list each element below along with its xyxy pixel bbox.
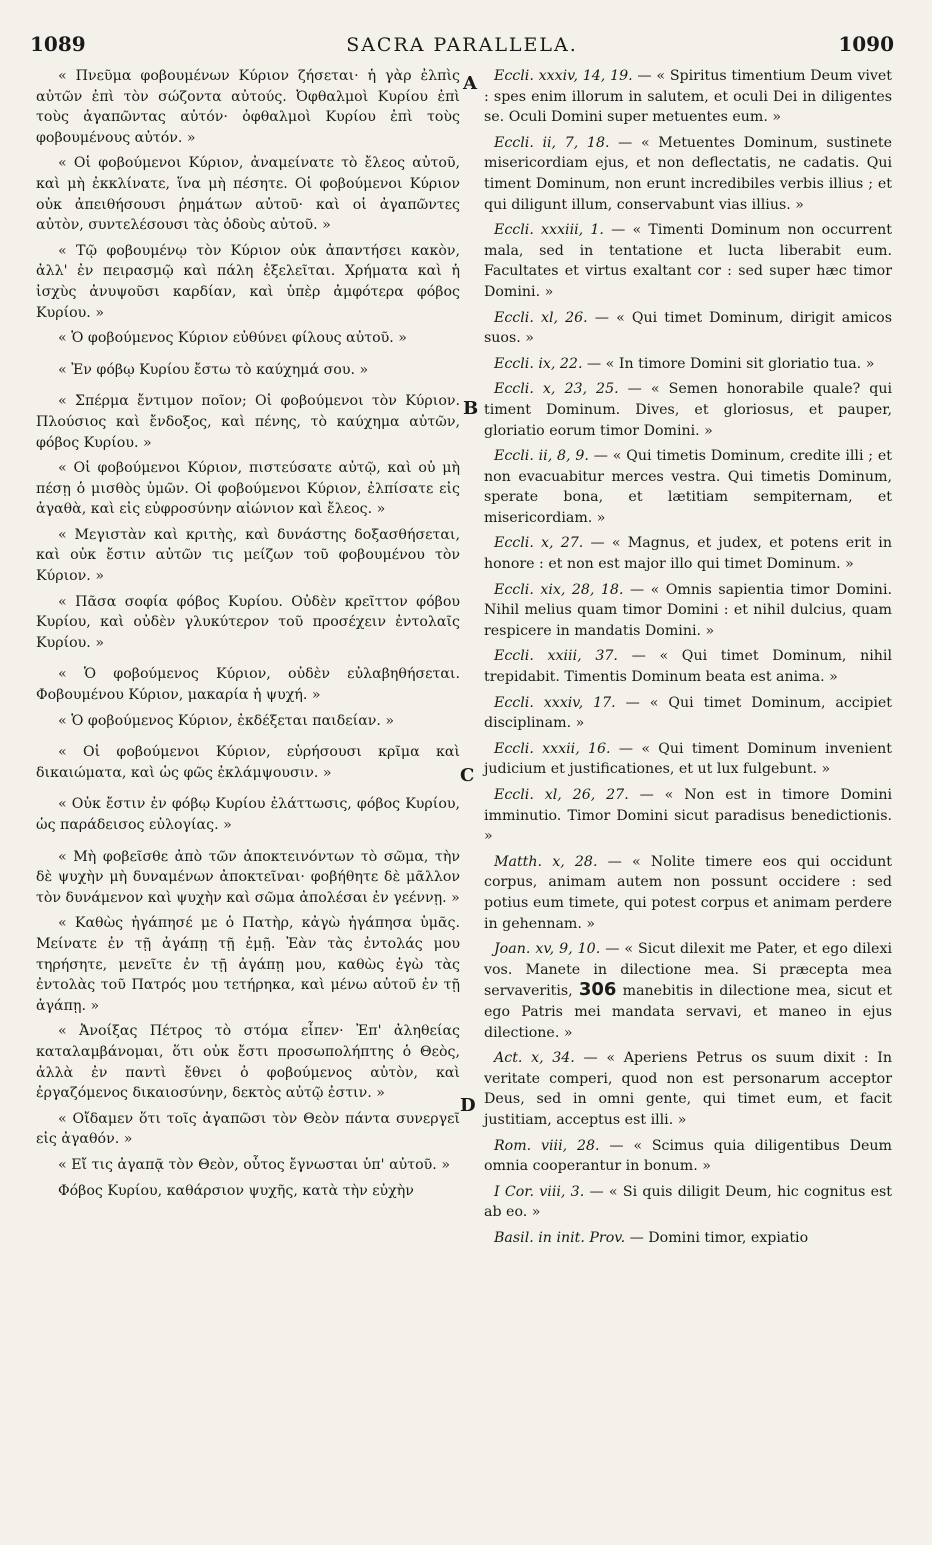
citation: Eccli. xxxiii, 1. [494,222,604,239]
greek-paragraph: « Οὐκ ἔστιν ἐν φόβῳ Κυρίου ἐλάττωσις, φόβος Κυρίου, ὡς παράδεισος εὐλογίας. » [36,796,460,833]
section-marker-a: A [463,73,477,94]
latin-paragraph [484,354,892,375]
quote-text: — « Nolite timere eos qui occidunt corpus, animam autem non possunt occidere : sed potius eum timete, qui potest corpus et animam perdere in gehennam. » [484,853,892,932]
latin-paragraph [484,693,892,734]
citation: Eccli. ix, 22. [494,355,583,372]
greek-paragraph: « Οἱ φοβούμενοι Κύριον, εὑρήσουσι κρῖμα καὶ δικαιώματα, καὶ ὡς φῶς ἐκλάμψουσιν. » [36,744,460,781]
greek-paragraph: « Οἱ φοβούμενοι Κύριον, πιστεύσατε αὐτῷ, καὶ οὐ μὴ πέσῃ ὁ μισθὸς ὑμῶν. Οἱ φοβούμενοι Κύριον, ἐλπίσατε εἰς ἀγαθὰ, καὶ εἰς εὐφροσύνην αἰώνιον καὶ ἔλεος. » [36,460,460,518]
latin-paragraph [484,66,892,128]
latin-paragraph [484,1136,892,1177]
latin-column [484,66,892,1253]
latin-paragraph [484,308,892,349]
citation: Eccli. ii, 7, 18. [494,134,610,151]
citation: Basil. in init. Prov. [494,1229,626,1246]
greek-paragraph: « Ἐν φόβῳ Κυρίου ἔστω τὸ καύχημά σου. » [58,361,369,378]
greek-paragraph: « Οἴδαμεν ὅτι τοῖς ἀγαπῶσι τὸν Θεὸν πάντα συνεργεῖ εἰς ἀγαθόν. » [36,1110,460,1148]
quote-text: manebitis in dilectione mea, sicut et ego Patris mei mandata servavi, et maneo in ejus dilectione. » [484,983,893,1041]
latin-paragraph [484,379,892,441]
greek-paragraph: « Οἱ φοβούμενοι Κύριον, ἀναμείνατε τὸ ἔλεος αὐτοῦ, καὶ μὴ ἐκκλίνατε, ἵνα μὴ πέσητε. Οἱ φοβούμενοι Κύριον οὐκ ἀπειθήσουσι ῥημάτων αὐτοῦ· καὶ οἱ ἀγαπῶντες αὐτὸν, συντελέσουσι τὰς ὁδοὺς αὐτοῦ. » [36,155,460,234]
quote-text: — « Qui timet Dominum, nihil trepidabit. Timentis Dominum beata est anima. » [484,648,892,686]
citation: I Cor. viii, 3. [494,1183,585,1200]
latin-paragraph [484,939,892,1043]
greek-paragraph: « Ὁ φοβούμενος Κύριον, οὐδὲν εὐλαβηθήσεται. Φοβουμένου Κύριον, μακαρία ἡ ψυχή. » [36,666,460,704]
latin-paragraph [484,580,892,642]
citation: Eccli. xxxiv, 14, 19. [494,68,633,84]
citation: Eccli. xl, 26. [494,309,588,326]
running-title: SACRA PARALLELA. [346,34,578,56]
greek-paragraph: « Μεγιστὰν καὶ κριτὴς, καὶ δυνάστης δοξασθήσεται, καὶ οὐκ ἔστιν αὐτῶν τις μείζων τοῦ φοβουμένου τὸν Κύριον. » [36,526,460,585]
quote-text: — « Sicut dilexit me Pater, et ego dilexi vos. Manete in dilectione mea. Si præcepta mea servaveritis, [484,941,892,1000]
citation: Eccli. xxxii, 16. [494,740,611,757]
latin-paragraph [484,785,892,847]
citation: Matth. x, 28. [494,853,598,870]
quote-text: — Domini timor, expiatio [625,1229,809,1246]
citation: Eccli. xl, 26, 27. [494,787,629,803]
quote-text: — « Qui timetis Dominum, credite illi ; et non evacuabitur merces vestra. Qui timetis Dominum, sperate bona, et lætitiam sempiternam, et misericordiam. » [484,448,892,526]
quote-text: — « Qui timet Dominum, accipiet disciplinam. » [484,694,892,732]
latin-paragraph [484,133,892,215]
greek-paragraph: « Ἀνοίξας Πέτρος τὸ στόμα εἶπεν· Ἐπ' ἀληθείας καταλαμβάνομαι, ὅτι οὐκ ἔστι προσωπολήπτης ὁ Θεὸς, ἀλλὰ ἐν παντὶ ἔθνει ὁ φοβούμενος αὐτὸν, καὶ ἐργαζόμενος δικαιοσύνην, δεκτὸς αὐτῷ ἐστιν. » [36,1023,460,1102]
latin-paragraph [484,1182,892,1223]
citation: Eccli. ii, 8, 9. [494,448,589,465]
citation: Act. x, 34. [494,1050,575,1067]
column-number: 306 [578,979,617,1001]
greek-paragraph: « Ὁ φοβούμενος Κύριον, ἐκδέξεται παιδείαν. » [58,712,395,729]
greek-paragraph: « Ὁ φοβούμενος Κύριον εὐθύνει φίλους αὐτοῦ. » [58,330,407,347]
section-marker-d: D [460,1095,476,1116]
greek-column [36,66,460,1206]
quote-text: — « Omnis sapientia timor Domini. Nihil melius quam timor Domini : et nihil dulcius, quam respicere in mandatis Domini. » [484,581,892,639]
quote-text: — « Magnus, et judex, et potens erit in honore : et non est major illo qui timet Dominum. » [484,535,892,573]
greek-paragraph: « Εἴ τις ἀγαπᾷ τὸν Θεὸν, οὗτος ἔγνωσται ὑπ' αὐτοῦ. » [58,1156,450,1173]
citation: Rom. viii, 28. [494,1137,600,1154]
quote-text: — « Metuentes Dominum, sustinete misericordiam ejus, et non deflectatis, ne cadatis. Qui timent Dominum, non erunt incredibiles verbis illius ; et qui diligunt illum, conservabunt vias illius. » [484,134,893,213]
quote-text: — « Scimus quia diligentibus Deum omnia cooperantur in bonum. » [484,1137,892,1175]
greek-paragraph: « Σπέρμα ἔντιμον ποῖον; Οἱ φοβούμενοι τὸν Κύριον. Πλούσιος καὶ ἔνδοξος, καὶ πένης, τὸ καύχημα αὐτῶν, φόβος Κυρίου. » [36,393,460,451]
page-number-left: 1089 [30,32,86,56]
latin-paragraph [484,533,892,574]
latin-paragraph [484,739,892,780]
greek-paragraph: « Πᾶσα σοφία φόβος Κυρίου. Οὐδὲν κρεῖττον φόβου Κυρίου, καὶ οὐδὲν γλυκύτερον τοῦ προσέχειν ἐντολαῖς Κυρίου. » [36,593,460,651]
quote-text: — « Qui timet Dominum, dirigit amicos suos. » [484,309,893,347]
citation: Eccli. xix, 28, 18. [494,581,624,598]
latin-paragraph [484,446,892,528]
greek-paragraph: « Πνεῦμα φοβουμένων Κύριον ζήσεται· ἡ γὰρ ἐλπὶς αὐτῶν ἐπὶ τὸν σώζοντα αὐτούς. Ὀφθαλμοὶ Κυρίου ἐπὶ τοὺς ἀγαπῶντας αὐτόν· ὀφθαλμοὶ Κυρίου ἐπὶ τοὺς φοβουμένους αὐτόν. » [36,68,460,146]
quote-text: — « Qui timent Dominum invenient judicium et justificationes, et ut lux fulgebunt. » [484,740,892,778]
greek-paragraph: « Τῷ φοβουμένῳ τὸν Κύριον οὐκ ἀπαντήσει κακὸν, ἀλλ' ἐν πειρασμῷ καὶ πάλη ἐξελεῖται. Χρήματα καὶ ἡ ἰσχὺς ἀνυψοῦσι καρδίαν, καὶ ὑπὲρ ἀμφότερα φόβος Κυρίου. » [36,242,460,321]
greek-paragraph: « Μὴ φοβεῖσθε ἀπὸ τῶν ἀποκτεινόντων τὸ σῶμα, τὴν δὲ ψυχὴν μὴ δυναμένων ἀποκτεῖναι· φοβήθητε δὲ μᾶλλον τὸν δυνάμενον καὶ ψυχὴν καὶ σῶμα ἀπολέσαι ἐν γεέννῃ. » [36,848,460,906]
latin-paragraph [484,1048,892,1130]
latin-paragraph [484,1228,892,1249]
greek-paragraph: Φόβος Κυρίου, καθάρσιον ψυχῆς, κατὰ τὴν εὐχὴν [58,1182,414,1199]
citation: Eccli. xxiii, 37. [494,648,618,665]
quote-text: — « Non est in timore Domini imminutio. Timor Domini sicut paradisus benedictionis. » [484,787,892,845]
quote-text: — « Spiritus timentium Deum vivet : spes enim illorum in salutem, et oculi Dei in diligentes se. Oculi Domini super metuentes eum. » [484,68,892,126]
quote-text: — « Timenti Dominum non occurrent mala, sed in tentatione et lucta liberabit eum. Facultates et virtus exaltant cor : sed super hæc timor Domini. » [484,222,892,300]
quote-text: — « In timore Domini sit gloriatio tua. » [582,355,875,372]
latin-paragraph [484,646,892,687]
latin-paragraph [484,852,892,934]
latin-paragraph [484,220,892,302]
citation: Eccli. x, 27. [494,535,584,552]
quote-text: — « Aperiens Petrus os suum dixit : In veritate comperi, quod non est personarum acceptor Deus, sed in omni gente, qui timet eum, et facit justitiam, acceptus est illi. » [484,1050,893,1128]
section-marker-b: B [463,398,479,419]
citation: Eccli. x, 23, 25. [494,381,619,398]
citation: Joan. xv, 9, 10. [494,941,601,958]
section-marker-c: C [460,765,475,786]
page-number-right: 1090 [838,32,894,56]
quote-text: — « Semen honorabile quale? qui timent Dominum. Dives, et gloriosus, et pauper, gloriatio eorum timor Domini. » [484,381,893,439]
greek-paragraph: « Καθὼς ἠγάπησέ με ὁ Πατὴρ, κἀγὼ ἠγάπησα ὑμᾶς. Μείνατε ἐν τῇ ἀγάπῃ τῇ ἐμῇ. Ἐὰν τὰς ἐντολάς μου τηρήσητε, μενεῖτε ἐν τῇ ἀγάπῃ μου, καθὼς ἐγὼ τὰς ἐντολὰς τοῦ Πατρός μου τετήρηκα, καὶ μένω αὐτοῦ ἐν τῇ ἀγάπῃ. » [36,915,460,1014]
page-header [30,32,894,62]
quote-text: — « Si quis diligit Deum, hic cognitus est ab eo. » [484,1183,892,1221]
citation: Eccli. xxxiv, 17. [494,694,616,711]
